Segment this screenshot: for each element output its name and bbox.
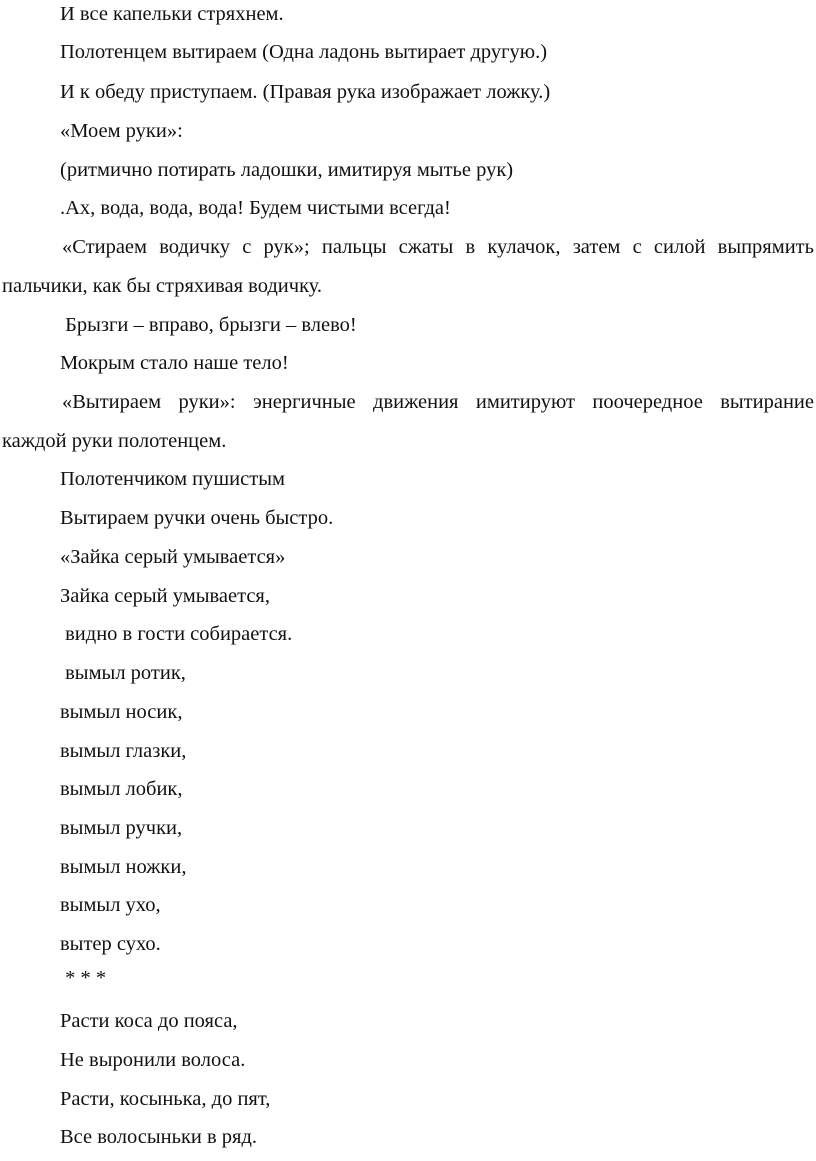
text-line: каждой руки полотенцем.	[2, 430, 227, 452]
text-line: «Вытираем руки»: энергичные движения имитируют поочередное вытирание	[62, 391, 814, 413]
text-line: И все капельки стряхнем.	[60, 3, 284, 25]
text-line: .Ах, вода, вода, вода! Будем чистыми всегда!	[60, 197, 451, 219]
text-line: Вытираем ручки очень быстро.	[60, 507, 334, 529]
text-line: вымыл лобик,	[60, 778, 183, 800]
text-line: вымыл ухо,	[60, 894, 161, 916]
text-line: вымыл носик,	[60, 701, 183, 723]
text-line: пальчики, как бы стряхивая водичку.	[2, 275, 323, 297]
text-line: вытер сухо.	[60, 933, 161, 955]
text-line: Мокрым стало наше тело!	[60, 352, 289, 374]
text-line: видно в гости собирается.	[60, 623, 293, 645]
text-line: Полотенцем вытираем (Одна ладонь вытирает другую.)	[60, 41, 548, 63]
text-line: «Стираем водичку с рук»; пальцы сжаты в кулачок, затем с силой выпрямить	[62, 236, 814, 258]
text-line: Полотенчиком пушистым	[60, 468, 285, 490]
text-line: вымыл ножки,	[60, 856, 187, 878]
text-line: вымыл ротик,	[60, 662, 186, 684]
text-line: Не выронили волоса.	[60, 1049, 246, 1071]
text-line: «Зайка серый умывается»	[60, 546, 286, 568]
text-line: Зайка серый умывается,	[60, 585, 270, 607]
text-line: (ритмично потирать ладошки, имитируя мытье рук)	[60, 159, 514, 181]
text-line: вымыл глазки,	[60, 740, 187, 762]
text-line: Брызги – вправо, брызги – влево!	[60, 314, 357, 336]
text-line: вымыл ручки,	[60, 817, 183, 839]
text-line: Расти коса до пояса,	[60, 1010, 238, 1032]
text-line: Расти, косынька, до пят,	[60, 1088, 271, 1110]
text-line: * * *	[60, 967, 107, 989]
text-line: И к обеду приступаем. (Правая рука изображает ложку.)	[60, 81, 551, 103]
text-line: Все волосыньки в ряд.	[60, 1126, 258, 1148]
text-line: «Моем руки»:	[60, 120, 183, 142]
